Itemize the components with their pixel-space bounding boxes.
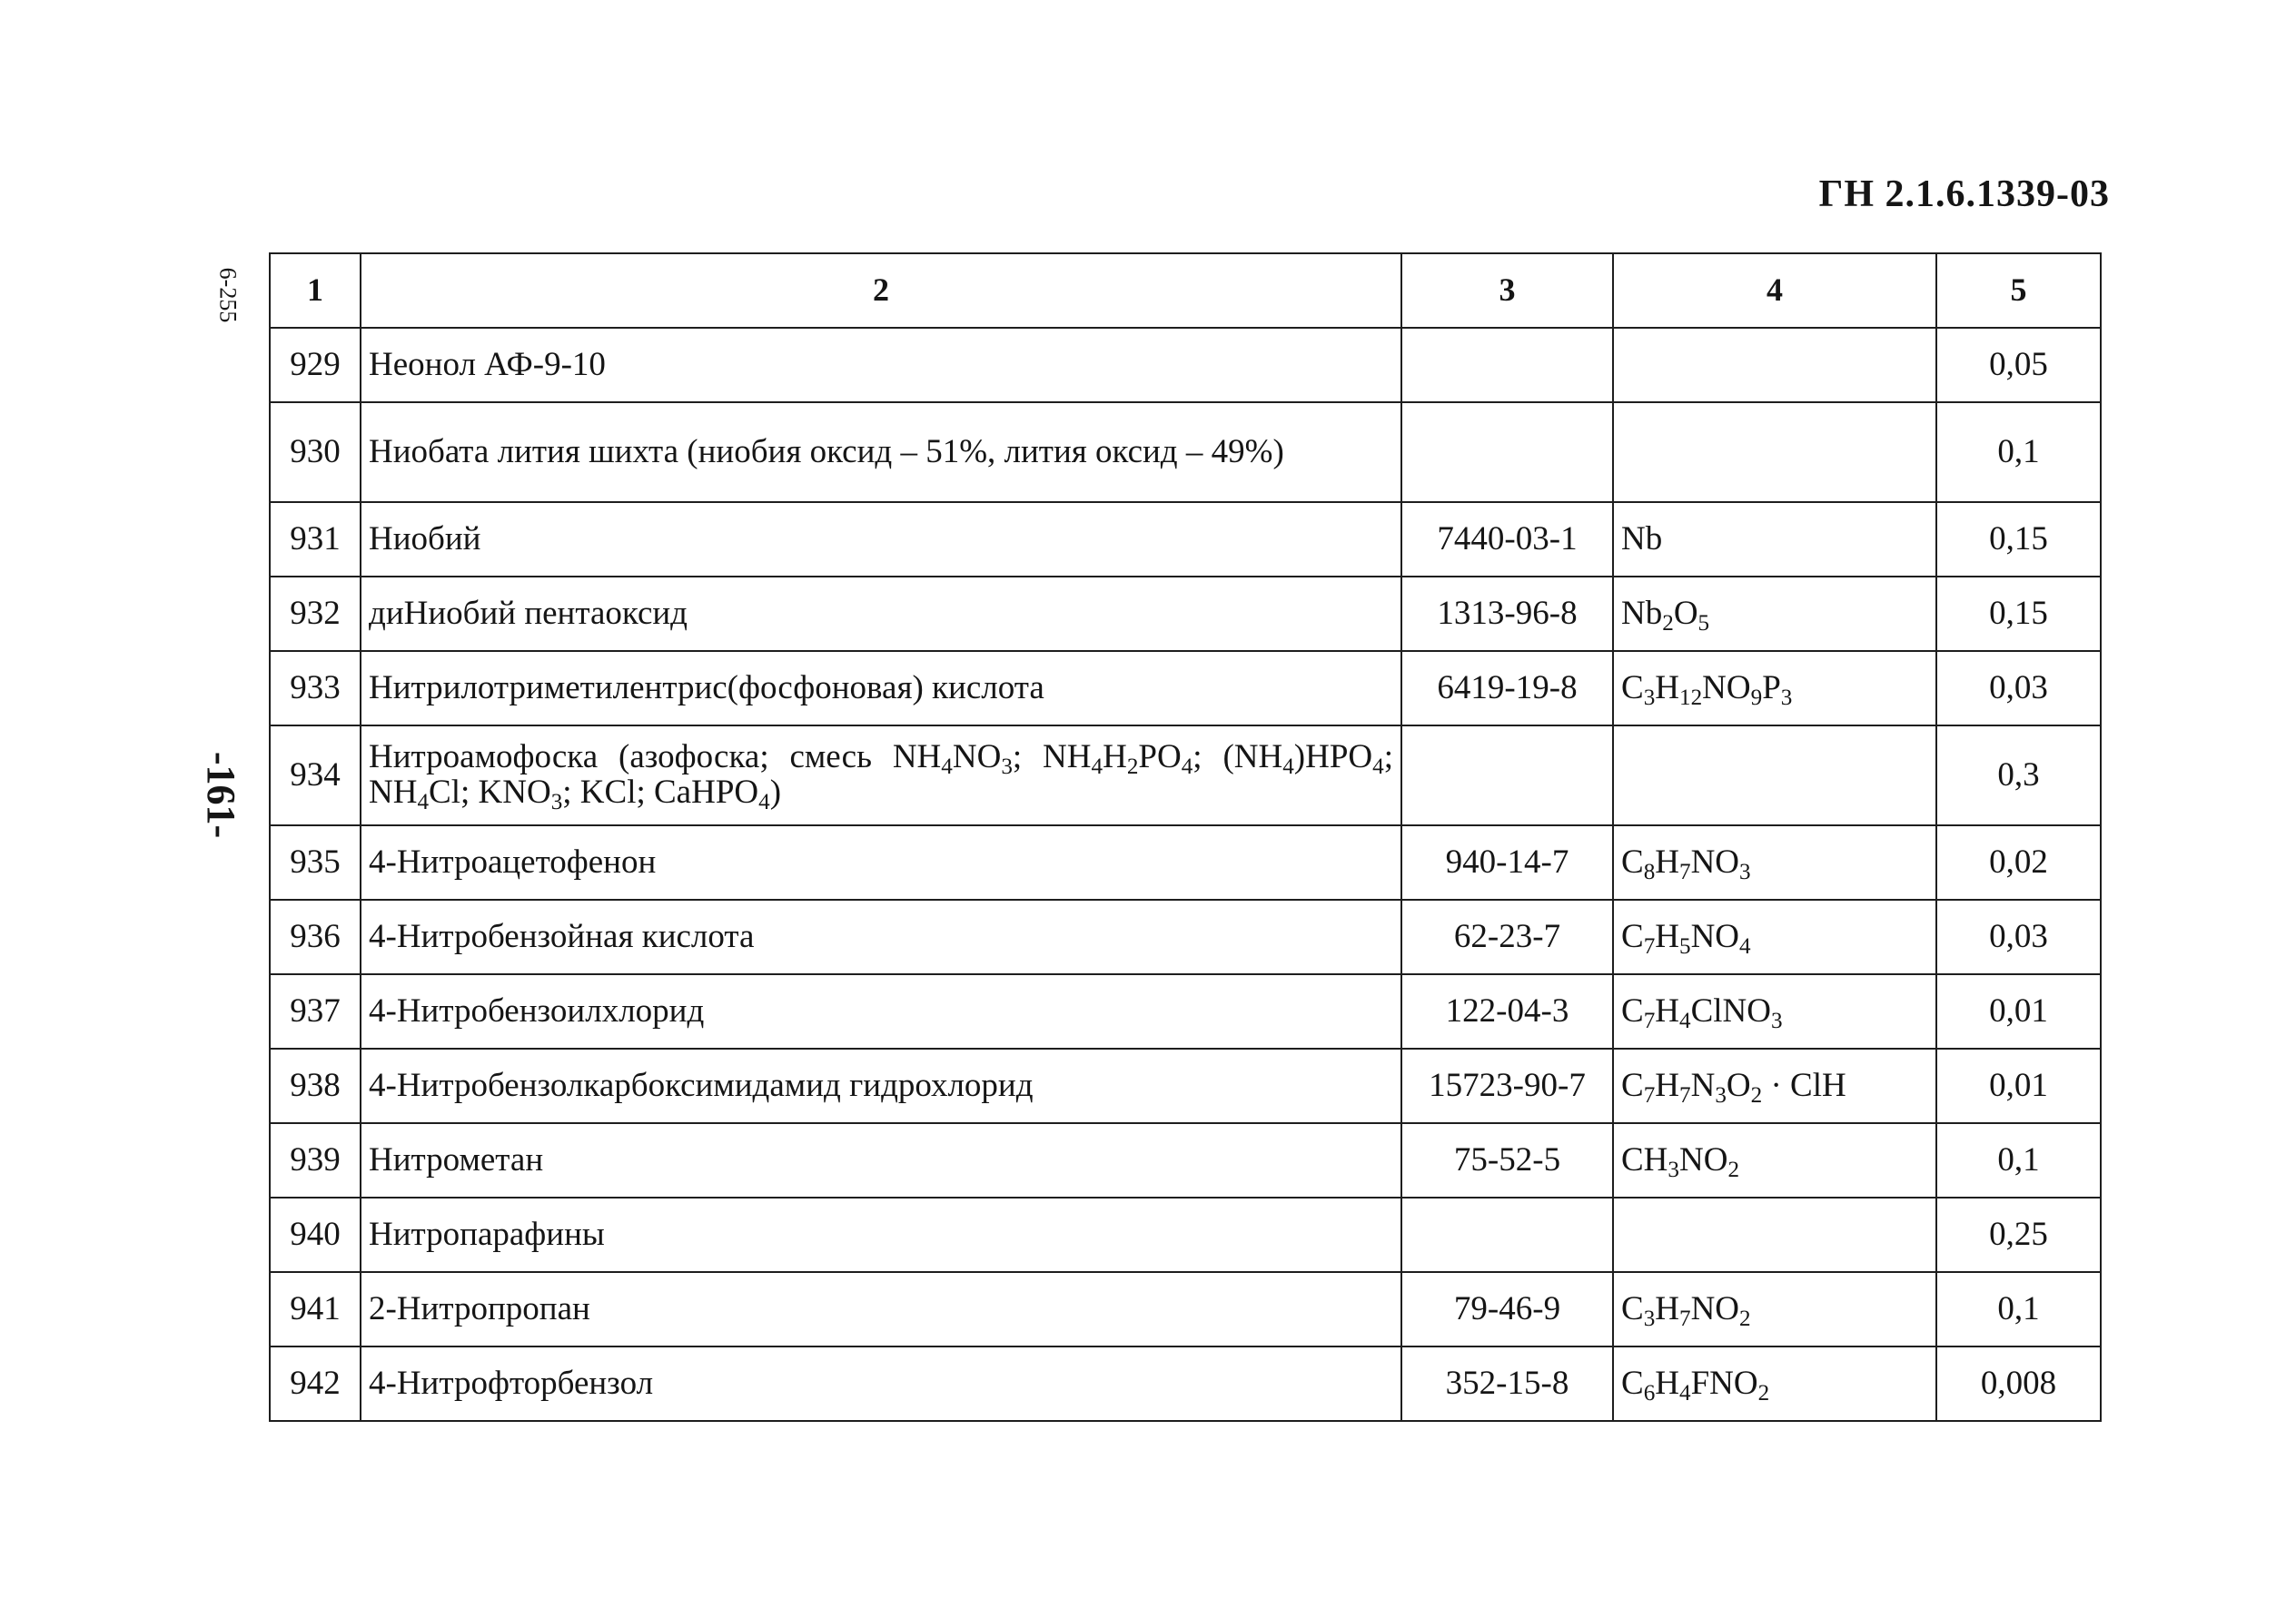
row-number: 935 — [270, 825, 361, 900]
cas-number — [1401, 328, 1613, 402]
chemical-formula: $C_7H_7N_3O_2$ · ClH — [1613, 1049, 1936, 1123]
row-number: 931 — [270, 502, 361, 577]
row-number: 940 — [270, 1198, 361, 1272]
chemical-formula: $C_3H_{12}NO_9P_3$ — [1613, 651, 1936, 725]
table-row — [270, 1049, 2101, 1123]
cas-number — [1401, 1198, 1613, 1272]
row-number: 933 — [270, 651, 361, 725]
substance-name: 4-Нитробензолкарбоксимидамид гидрохлорид — [361, 1049, 1401, 1123]
column-header: 3 — [1401, 253, 1613, 328]
table-row — [270, 900, 2101, 974]
substance-name: 2-Нитропропан — [361, 1272, 1401, 1346]
chemical-formula — [1613, 725, 1936, 825]
limit-value: 0,25 — [1936, 1198, 2101, 1272]
row-number: 938 — [270, 1049, 361, 1123]
limit-value: 0,03 — [1936, 900, 2101, 974]
limit-value: 0,01 — [1936, 1049, 2101, 1123]
column-header: 1 — [270, 253, 361, 328]
table-row — [270, 402, 2101, 502]
limit-value: 0,1 — [1936, 402, 2101, 502]
substance-name: Нитропарафины — [361, 1198, 1401, 1272]
limit-value: 0,15 — [1936, 577, 2101, 651]
table-row — [270, 1123, 2101, 1198]
table-row — [270, 974, 2101, 1049]
chemical-formula — [1613, 402, 1936, 502]
table-row — [270, 825, 2101, 900]
substance-name: Неонол АФ-9-10 — [361, 328, 1401, 402]
limit-value: 0,008 — [1936, 1346, 2101, 1421]
cas-number — [1401, 402, 1613, 502]
cas-number: 122-04-3 — [1401, 974, 1613, 1049]
table-row — [270, 1272, 2101, 1346]
chemical-formula: $Nb_2O_5$ — [1613, 577, 1936, 651]
document-code: ГН 2.1.6.1339-03 — [1818, 173, 2110, 215]
table-row — [270, 651, 2101, 725]
chemical-formula: $C_7H_4ClNO_3$ — [1613, 974, 1936, 1049]
row-number: 930 — [270, 402, 361, 502]
limit-value: 0,1 — [1936, 1123, 2101, 1198]
cas-number: 6419-19-8 — [1401, 651, 1613, 725]
row-number: 929 — [270, 328, 361, 402]
substance-name: Ниобата лития шихта (ниобия оксид – 51%, лития оксид – 49%) — [361, 402, 1401, 502]
chemical-formula: $C_3H_7NO_2$ — [1613, 1272, 1936, 1346]
substance-name: 4-Нитрофторбензол — [361, 1346, 1401, 1421]
substance-name: 4-Нитробензоилхлорид — [361, 974, 1401, 1049]
chemical-formula — [1613, 328, 1936, 402]
chemical-formula: $C_8H_7NO_3$ — [1613, 825, 1936, 900]
limit-value: 0,1 — [1936, 1272, 2101, 1346]
cas-number: 15723-90-7 — [1401, 1049, 1613, 1123]
limit-value: 0,15 — [1936, 502, 2101, 577]
table-row — [270, 1346, 2101, 1421]
substances-table — [269, 252, 2102, 1422]
limit-value: 0,03 — [1936, 651, 2101, 725]
page-number: -161- — [199, 751, 244, 839]
substance-name: 4-Нитроацетофенон — [361, 825, 1401, 900]
cas-number: 940-14-7 — [1401, 825, 1613, 900]
row-number: 936 — [270, 900, 361, 974]
column-header: 5 — [1936, 253, 2101, 328]
cas-number: 79-46-9 — [1401, 1272, 1613, 1346]
cas-number: 62-23-7 — [1401, 900, 1613, 974]
cas-number: 1313-96-8 — [1401, 577, 1613, 651]
chemical-formula: $C_6H_4FNO_2$ — [1613, 1346, 1936, 1421]
row-number: 939 — [270, 1123, 361, 1198]
row-number: 934 — [270, 725, 361, 825]
table-row — [270, 328, 2101, 402]
cas-number: 75-52-5 — [1401, 1123, 1613, 1198]
table-header-row — [270, 253, 2101, 328]
chemical-formula: $CH_3NO_2$ — [1613, 1123, 1936, 1198]
table-row — [270, 577, 2101, 651]
chemical-formula: Nb — [1613, 502, 1936, 577]
row-number: 932 — [270, 577, 361, 651]
substance-name: Ниобий — [361, 502, 1401, 577]
cas-number — [1401, 725, 1613, 825]
substance-name: Нитрилотриметилентрис(фосфоновая) кислота — [361, 651, 1401, 725]
chemical-formula — [1613, 1198, 1936, 1272]
row-number: 937 — [270, 974, 361, 1049]
chemical-formula: $C_7H_5NO_4$ — [1613, 900, 1936, 974]
limit-value: 0,3 — [1936, 725, 2101, 825]
margin-code: 6-255 — [214, 267, 242, 323]
substance-name: Нитрометан — [361, 1123, 1401, 1198]
cas-number: 352-15-8 — [1401, 1346, 1613, 1421]
limit-value: 0,05 — [1936, 328, 2101, 402]
cas-number: 7440-03-1 — [1401, 502, 1613, 577]
limit-value: 0,01 — [1936, 974, 2101, 1049]
table-row — [270, 502, 2101, 577]
substance-name: 4-Нитробензойная кислота — [361, 900, 1401, 974]
row-number: 941 — [270, 1272, 361, 1346]
limit-value: 0,02 — [1936, 825, 2101, 900]
column-header: 4 — [1613, 253, 1936, 328]
column-header: 2 — [361, 253, 1401, 328]
substance-name: Нитроамофоска (азофоска; смесь $NH_4NO_3$; $NH_4H_2PO_4$; $(NH_4)HPO_4$; $NH_4Cl$; $KNO_3$; KCl; CaHPO$_4$) — [361, 725, 1401, 825]
row-number: 942 — [270, 1346, 361, 1421]
substance-name: диНиобий пентаоксид — [361, 577, 1401, 651]
table-row — [270, 725, 2101, 825]
table-row — [270, 1198, 2101, 1272]
